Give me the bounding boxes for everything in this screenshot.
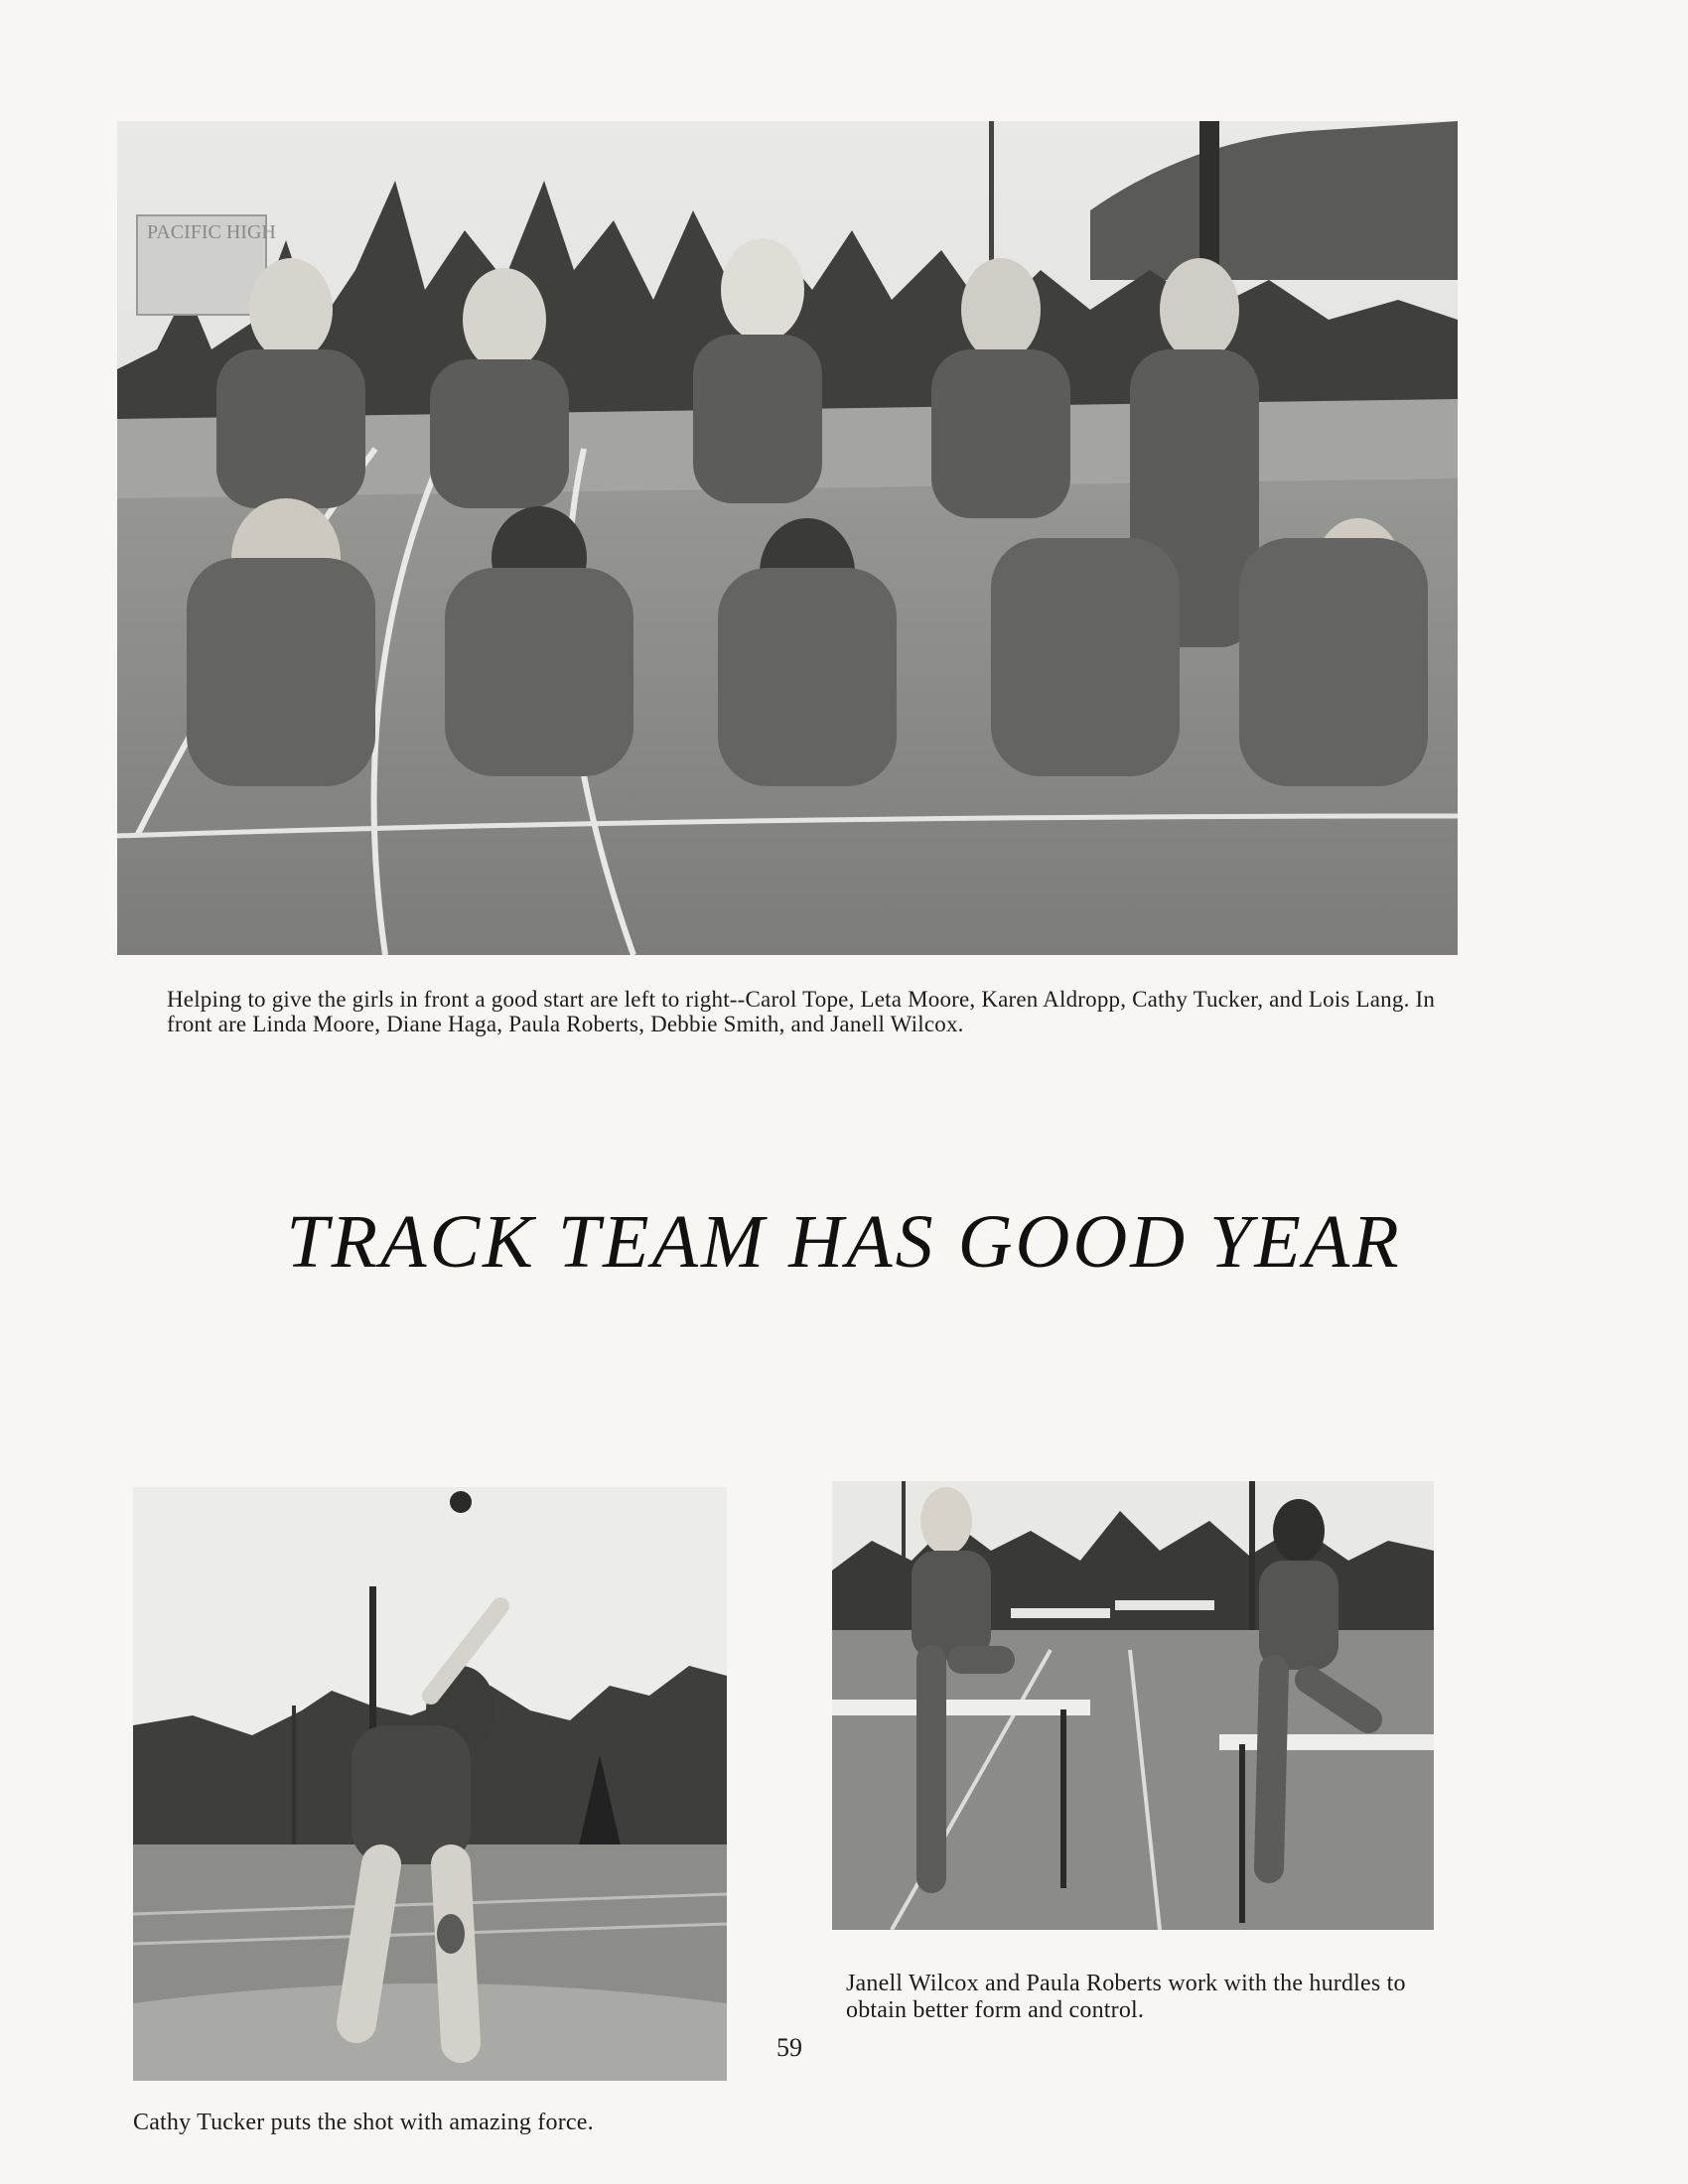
top-photo-caption: Helping to give the girls in front a good start are left to right--Carol Tope, Leta Moore, Karen Aldropp, Cathy Tucker, and Lois Lang. In front are Linda Moore, Diane Haga, Paula Roberts, Debbie Smith, and Janell Wilcox. [167, 987, 1436, 1036]
shot-put-photo [133, 1487, 727, 2081]
hurdles-photo [832, 1481, 1434, 1930]
hurdles-caption: Janell Wilcox and Paula Roberts work with the hurdles to obtain better form and control. [846, 1971, 1406, 2023]
shot-put-caption: Cathy Tucker puts the shot with amazing force. [133, 2110, 594, 2135]
page-headline: TRACK TEAM HAS GOOD YEAR [286, 1200, 1402, 1284]
school-sign-text: PACIFIC HIGH [147, 221, 276, 243]
team-start-photo [117, 121, 1458, 955]
page-number: 59 [776, 2033, 802, 2062]
